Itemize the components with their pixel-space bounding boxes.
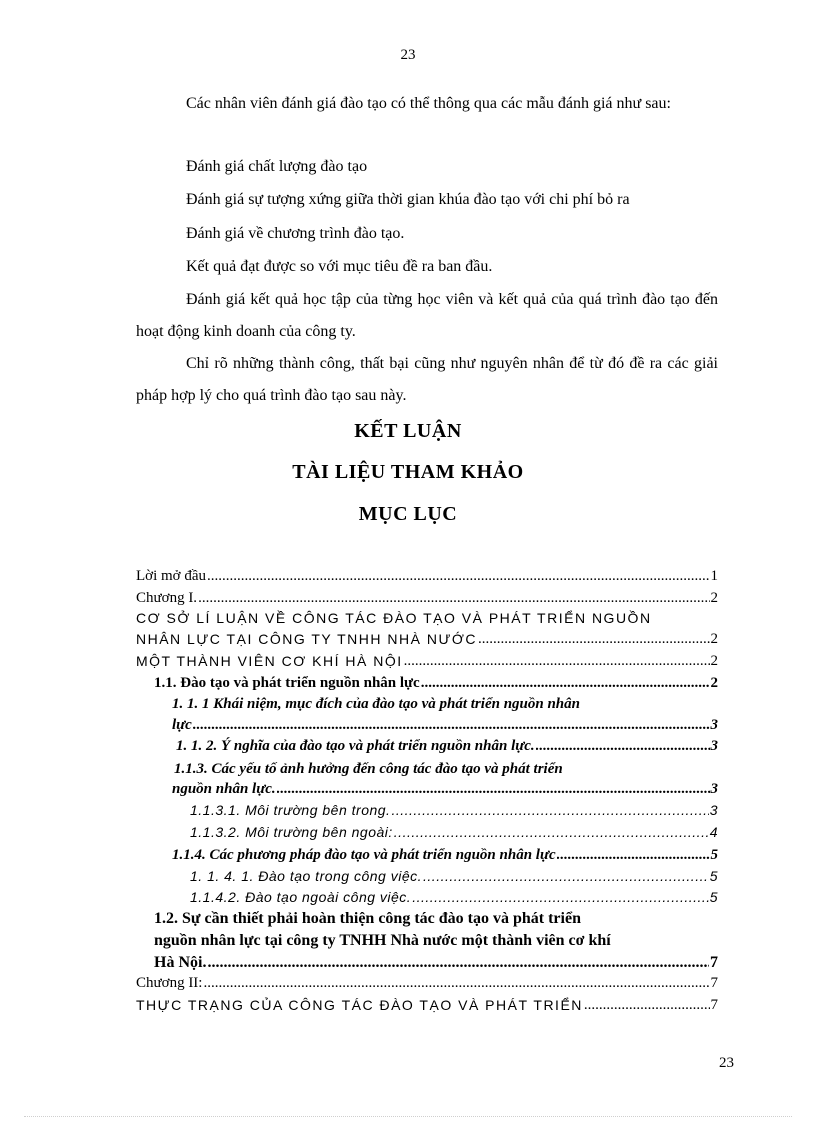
paragraph-evaluation-intro	[136, 88, 718, 120]
paragraph-text: Đánh giá kết quả học tập của từng học viên và kết quả của quá trình đào tạo đến hoạt động kinh doanh của công ty.	[136, 291, 718, 340]
toc-entry[interactable]: 1.1.3. Các yếu tố ảnh hưởng đến công tác đào tạo và phát triển	[174, 761, 563, 777]
toc-entry[interactable]: 1.2. Sự cần thiết phải hoàn thiện công tác đào tạo và phát triển	[154, 910, 581, 927]
toc-entry[interactable]: Chương II: ..... 7	[136, 973, 718, 993]
line-program: Đánh giá về chương trình đào tạo.	[186, 225, 405, 242]
toc-entry[interactable]: Hà Nội. ..... 7	[154, 953, 718, 973]
toc-entry[interactable]: Chương I. ..... 2	[136, 588, 718, 608]
toc-entry[interactable]: 1.1.3.2. Môi trường bên ngoài: ..... 4	[190, 822, 718, 842]
toc-entry[interactable]: lực ..... 3	[172, 715, 718, 735]
toc-entry[interactable]: nguồn nhân lực. ..... 3	[172, 779, 718, 799]
line-training-quality: Đánh giá chất lượng đào tạo	[186, 158, 368, 175]
toc-entry[interactable]: 1.1.4. Các phương pháp đào tạo và phát triển nguồn nhân lực ..... 5	[172, 845, 718, 865]
toc-entry[interactable]: Lời mở đầu ..... 1	[136, 566, 718, 586]
toc-entry[interactable]: 1. 1. 1 Khái niệm, mục đích của đào tạo và phát triển nguồn nhân	[172, 696, 580, 712]
paragraph-success-failure	[136, 348, 718, 412]
toc-entry[interactable]: THỰC TRẠNG CỦA CÔNG TÁC ĐÀO TẠO VÀ PHÁT TRIỂN ..... 7	[136, 995, 718, 1015]
paragraph-text: Các nhân viên đánh giá đào tạo có thể thông qua các mẫu đánh giá như sau:	[186, 95, 671, 112]
line-time-cost: Đánh giá sự tượng xứng giữa thời gian khúa đào tạo với chi phí bỏ ra	[186, 191, 630, 208]
toc-entry[interactable]: MỘT THÀNH VIÊN CƠ KHÍ HÀ NỘI ..... 2	[136, 651, 718, 671]
heading-references: TÀI LIỆU THAM KHẢO	[292, 461, 524, 483]
toc-entry[interactable]: NHÂN LỰC TẠI CÔNG TY TNHH NHÀ NƯỚC ..... 2	[136, 629, 718, 649]
page-number-footer: 23	[719, 1055, 734, 1071]
paragraph-learning-results	[136, 284, 718, 348]
toc-entry[interactable]: CƠ SỞ LÍ LUẬN VỀ CÔNG TÁC ĐÀO TẠO VÀ PHÁT TRIỂN NGUỒN	[136, 610, 652, 626]
toc-entry[interactable]: 1.1.3.1. Môi trường bên trong. ..... 3	[190, 800, 718, 820]
toc-entry[interactable]: nguồn nhân lực tại công ty TNHH Nhà nước một thành viên cơ khí	[154, 932, 611, 949]
toc-entry[interactable]: 1. 1. 2. Ý nghĩa của đào tạo và phát triển nguồn nhân lực. ..... 3	[176, 736, 718, 756]
toc-entry[interactable]: 1.1.4.2. Đào tạo ngoài công việc. ..... 5	[190, 887, 718, 907]
page-bottom-divider	[24, 1116, 792, 1117]
toc-entry[interactable]: 1. 1. 4. 1. Đào tạo trong công việc. ..... 5	[190, 866, 718, 886]
heading-conclusion: KẾT LUẬN	[354, 420, 462, 442]
line-results-vs-goals: Kết quả đạt được so với mục tiêu đề ra ban đầu.	[186, 258, 493, 275]
paragraph-text: Chỉ rõ những thành công, thất bại cũng như nguyên nhân để từ đó đề ra các giải pháp hợp lý cho quá trình đào tạo sau này.	[136, 355, 718, 404]
heading-contents: MỤC LỤC	[358, 503, 458, 525]
toc-entry[interactable]: 1.1. Đào tạo và phát triển nguồn nhân lực ..... 2	[154, 673, 718, 693]
page-number-header: 23	[400, 47, 416, 63]
